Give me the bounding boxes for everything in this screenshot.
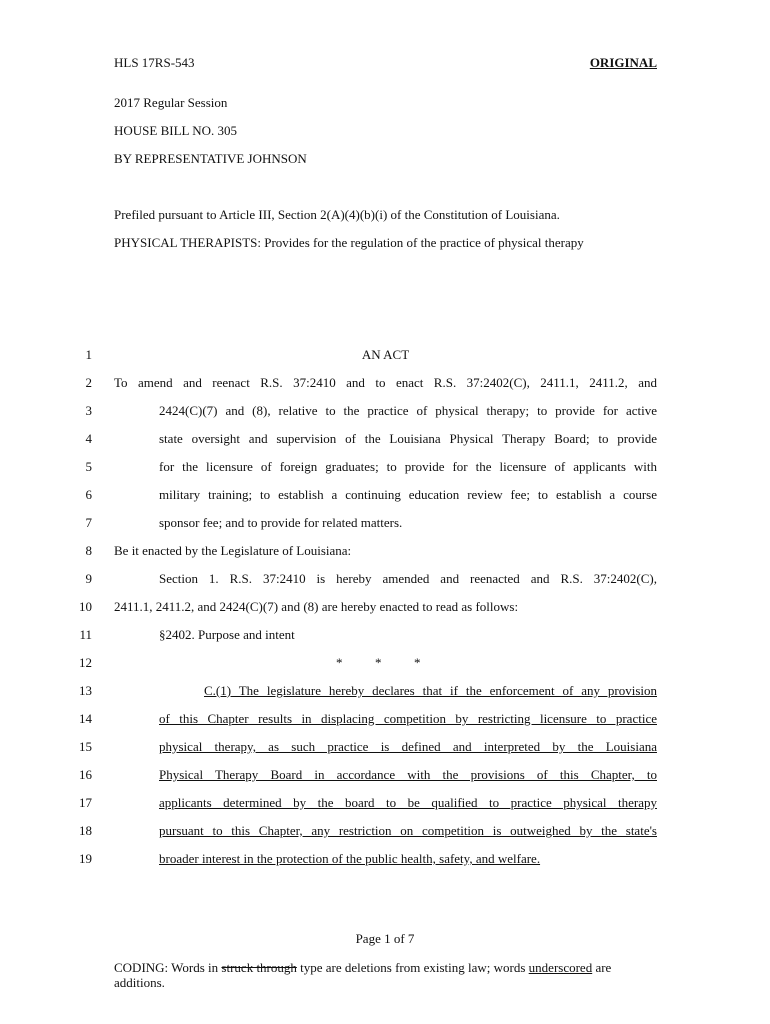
line-number: 1 — [85, 347, 92, 362]
bill-digest: PHYSICAL THERAPISTS: Provides for the regulation of the practice of physical therapy — [114, 235, 584, 250]
session-line: 2017 Regular Session — [114, 95, 228, 110]
coding-underscored-example: underscored — [528, 960, 593, 975]
body-line: state oversight and supervision of the Louisiana Physical Therapy Board; to provide — [159, 431, 657, 446]
added-text-line: of this Chapter results in displacing competition by restricting licensure to practice — [159, 711, 657, 726]
line-number: 9 — [85, 571, 92, 586]
line-number: 16 — [79, 767, 92, 782]
line-number: 8 — [85, 543, 92, 558]
line-number: 15 — [79, 739, 92, 754]
added-text-line: applicants determined by the board to be qualified to practice physical therapy — [159, 795, 657, 810]
bill-number: HOUSE BILL NO. 305 — [114, 123, 238, 138]
line-number: 5 — [85, 459, 92, 474]
coding-prefix: CODING: Words in — [114, 960, 222, 975]
line-number: 3 — [85, 403, 92, 418]
added-text-line: broader interest in the protection of the public health, safety, and welfare. — [159, 851, 541, 866]
coding-legend — [114, 960, 657, 990]
line-number: 4 — [85, 431, 92, 446]
line-number: 14 — [79, 711, 92, 726]
line-number: 18 — [79, 823, 92, 838]
coding-suffix: are additions. — [114, 960, 612, 990]
line-number: 6 — [85, 487, 92, 502]
line-number: 11 — [79, 627, 92, 642]
act-heading: AN ACT — [361, 347, 410, 362]
page-number: Page 1 of 7 — [355, 931, 415, 946]
line-number: 13 — [79, 683, 92, 698]
body-line: military training; to establish a continuing education review fee; to establish a course — [159, 487, 657, 502]
line-number: 19 — [79, 851, 92, 866]
added-text-line: pursuant to this Chapter, any restriction on competition is outweighed by the state's — [159, 823, 657, 838]
coding-struck-example: struck through — [221, 960, 297, 975]
enacting-clause: Be it enacted by the Legislature of Louisiana: — [114, 543, 352, 558]
body-line: To amend and reenact R.S. 37:2410 and to enact R.S. 37:2402(C), 2411.1, 2411.2, and — [114, 375, 657, 390]
body-line: 2411.1, 2411.2, and 2424(C)(7) and (8) are hereby enacted to read as follows: — [114, 599, 519, 614]
bill-author: BY REPRESENTATIVE JOHNSON — [114, 151, 307, 166]
coding-middle: type are deletions from existing law; words — [296, 960, 529, 975]
prefiled-note: Prefiled pursuant to Article III, Section 2(A)(4)(b)(i) of the Constitution of Louisiana. — [114, 207, 560, 222]
line-number: 12 — [79, 655, 92, 670]
line-number: 2 — [85, 375, 92, 390]
document-id: HLS 17RS-543 — [114, 55, 195, 70]
line-number: 7 — [85, 515, 92, 530]
body-line: sponsor fee; and to provide for related matters. — [159, 515, 403, 530]
added-text-line: physical therapy, as such practice is defined and interpreted by the Louisiana — [159, 739, 657, 754]
omission-asterisks: * * * — [336, 655, 421, 670]
section-heading: §2402. Purpose and intent — [159, 627, 295, 642]
body-line: Section 1. R.S. 37:2410 is hereby amended and reenacted and R.S. 37:2402(C), — [159, 571, 657, 586]
added-text-line: Physical Therapy Board in accordance with the provisions of this Chapter, to — [159, 767, 657, 782]
added-text-line: C.(1) The legislature hereby declares that if the enforcement of any provision — [204, 683, 657, 698]
body-line: 2424(C)(7) and (8), relative to the practice of physical therapy; to provide for active — [159, 403, 657, 418]
body-line: for the licensure of foreign graduates; to provide for the licensure of applicants with — [159, 459, 657, 474]
line-number: 17 — [79, 795, 92, 810]
status-label: ORIGINAL — [589, 55, 657, 70]
line-number: 10 — [79, 599, 92, 614]
